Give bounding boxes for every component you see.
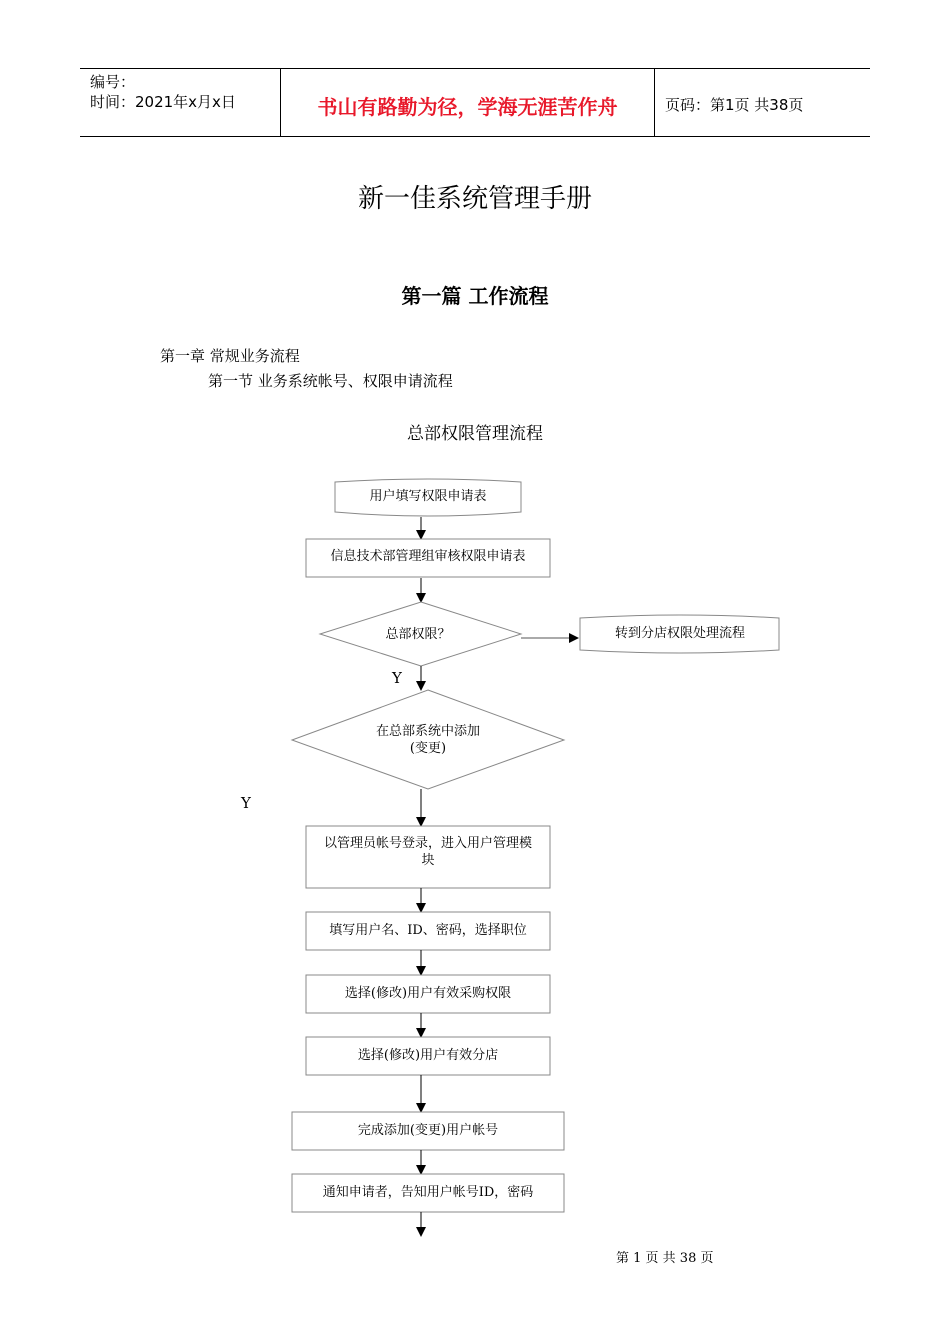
yes-label-2: Y xyxy=(241,794,251,812)
node-branch-alt-label: 转到分店权限处理流程 xyxy=(614,626,746,641)
page-info: 页码：第1页 共38页 xyxy=(665,96,804,114)
document-title: 新一佳系统管理手册 xyxy=(357,184,592,214)
node-review-label: 信息技术部管理组审核权限申请表 xyxy=(330,549,526,564)
yes-label-1: Y xyxy=(392,669,402,687)
node-login-line1: 以管理员帐号登录，进入用户管理模 xyxy=(323,836,533,851)
flowchart-title: 总部权限管理流程 xyxy=(407,424,543,444)
time-label: 时间：2021年x月x日 xyxy=(90,93,236,111)
node-decision-add-line2: (变更) xyxy=(409,741,447,756)
part-title: 第一篇 工作流程 xyxy=(401,284,549,308)
node-apply-label: 用户填写权限申请表 xyxy=(369,489,487,504)
section-heading: 第一节 业务系统帐号、权限申请流程 xyxy=(208,372,453,390)
node-fill-label: 填写用户名、ID、密码，选择职位 xyxy=(329,923,527,938)
node-complete-label: 完成添加(变更)用户帐号 xyxy=(357,1123,499,1138)
node-purchase-label: 选择(修改)用户有效采购权限 xyxy=(344,986,512,1001)
motto-text: 书山有路勤为径，学海无涯苦作舟 xyxy=(317,95,618,119)
node-store-label: 选择(修改)用户有效分店 xyxy=(357,1048,499,1063)
chapter-heading: 第一章 常规业务流程 xyxy=(160,347,300,365)
node-decision-hq-label: 总部权限？ xyxy=(385,627,451,642)
node-notify-label: 通知申请者，告知用户帐号ID，密码 xyxy=(322,1185,534,1200)
node-login-line2: 块 xyxy=(421,853,435,868)
number-label: 编号： xyxy=(90,73,136,91)
node-decision-add xyxy=(292,690,564,789)
page-footer: 第 1 页 共 38 页 xyxy=(616,1251,714,1266)
node-decision-add-line1: 在总部系统中添加 xyxy=(375,724,481,739)
